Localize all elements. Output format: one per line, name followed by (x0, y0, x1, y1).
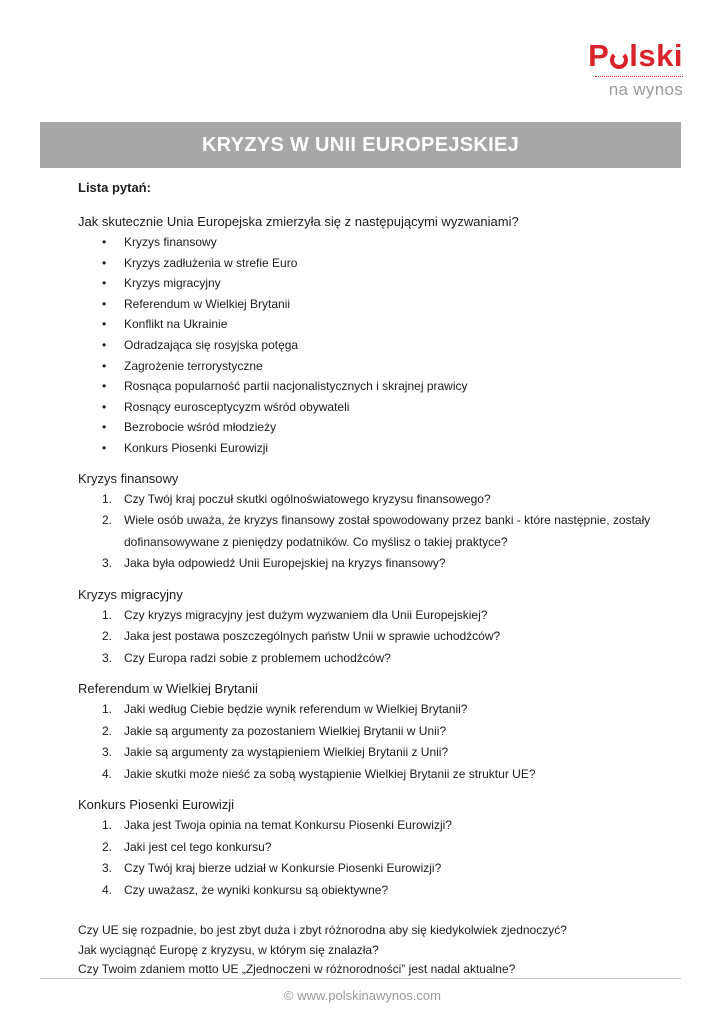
footer-divider (40, 978, 681, 979)
question-list-item (78, 605, 678, 627)
question-text: Wiele osób uważa, że kryzys finansowy został spowodowany przez banki - które następnie, zostały dofinansowywane z pieniędzy podatników. Co myślisz o takiej praktyce? (124, 513, 651, 549)
question-sections (78, 469, 678, 902)
question-text: Jaka jest postawa poszczególnych państw Unii w sprawie uchodźców? (124, 629, 501, 644)
challenge-text: Rosnąca popularność partii nacjonalistycznych i skrajnej prawicy (124, 379, 468, 394)
challenge-text: Odradzająca się rosyjska potęga (124, 337, 299, 352)
bullet-icon: • (102, 317, 107, 332)
question-list-item (78, 510, 678, 553)
challenge-list-item (78, 356, 678, 377)
question-list-label: Lista pytań: (78, 180, 151, 195)
document-body (78, 178, 678, 980)
question-number: 2. (102, 513, 113, 528)
question-text: Jaka była odpowiedź Unii Europejskiej na kryzys finansowy? (124, 556, 446, 571)
question-list-item (78, 880, 678, 902)
question-number: 3. (102, 745, 113, 760)
challenge-text: Kryzys migracyjny (124, 276, 221, 291)
logo-divider (595, 76, 683, 77)
challenge-text: Bezrobocie wśród młodzieży (124, 420, 277, 435)
challenge-text: Zagrożenie terrorystyczne (124, 358, 263, 373)
section-question-list (78, 605, 678, 670)
question-list-item (78, 489, 678, 511)
question-list-item (78, 648, 678, 670)
closing-question: Czy Twoim zdaniem motto UE „Zjednoczeni w różnorodności” jest nadal aktualne? (78, 962, 516, 977)
brand-logo (583, 40, 683, 100)
question-number: 1. (102, 607, 113, 622)
challenge-list-item (78, 438, 678, 459)
page-title-banner: KRYZYS W UNII EUROPEJSKIEJ (40, 122, 681, 168)
section-title: Referendum w Wielkiej Brytanii (78, 681, 258, 697)
challenge-list-item (78, 273, 678, 294)
intro-question: Jak skutecznie Unia Europejska zmierzyła się z następującymi wyzwaniami? (78, 214, 519, 229)
question-number: 1. (102, 491, 113, 506)
bullet-icon: • (102, 255, 107, 270)
section-title: Kryzys migracyjny (78, 586, 183, 602)
challenge-list-item (78, 253, 678, 274)
challenge-text: Konflikt na Ukrainie (124, 317, 228, 332)
closing-question: Jak wyciągnąć Europę z kryzysu, w którym się znalazła? (78, 942, 379, 957)
logo-tagline: na wynos (608, 80, 683, 99)
bullet-icon: • (102, 276, 107, 291)
question-number: 3. (102, 861, 113, 876)
question-list-item (78, 742, 678, 764)
challenge-text: Referendum w Wielkiej Brytanii (124, 296, 291, 311)
section-question-list (78, 489, 678, 575)
bullet-icon: • (102, 358, 107, 373)
bullet-icon: • (102, 235, 107, 249)
question-list-item (78, 721, 678, 743)
bullet-icon: • (102, 379, 107, 394)
question-list-item (78, 815, 678, 837)
bullet-icon: • (102, 399, 107, 414)
bullet-icon: • (102, 296, 107, 311)
question-text: Czy Twój kraj bierze udział w Konkursie Piosenki Eurowizji? (124, 861, 442, 876)
section-title: Kryzys finansowy (78, 470, 179, 486)
challenge-list-item (78, 376, 678, 397)
question-list-item (78, 699, 678, 721)
challenge-text: Kryzys zadłużenia w strefie Euro (124, 255, 298, 270)
challenge-text: Kryzys finansowy (124, 235, 217, 249)
section-question-list (78, 815, 678, 901)
logo-o-icon (610, 51, 628, 69)
challenge-text: Konkurs Piosenki Eurowizji (124, 440, 269, 455)
question-number: 1. (102, 818, 113, 833)
bullet-icon: • (102, 337, 107, 352)
question-text: Czy Europa radzi sobie z problemem uchodźców? (124, 650, 391, 665)
challenge-list-item (78, 294, 678, 315)
footer-copyright: © www.polskinawynos.com (284, 988, 441, 1003)
challenge-list-item (78, 314, 678, 335)
question-list-item (78, 764, 678, 786)
question-number: 2. (102, 723, 113, 738)
challenge-list-item (78, 232, 678, 253)
bullet-icon: • (102, 420, 107, 435)
question-text: Jaki według Ciebie będzie wynik referendum w Wielkiej Brytanii? (124, 702, 468, 717)
question-number: 1. (102, 702, 113, 717)
challenge-list-item (78, 397, 678, 418)
question-number: 2. (102, 839, 113, 854)
section-title: Konkurs Piosenki Eurowizji (78, 797, 235, 813)
question-list-item (78, 553, 678, 575)
question-text: Jakie są argumenty za pozostaniem Wielkiej Brytanii w Unii? (124, 723, 447, 738)
question-number: 4. (102, 766, 113, 781)
question-number: 4. (102, 882, 113, 897)
logo-brand-name: P lski (588, 38, 683, 73)
question-text: Jaki jest cel tego konkursu? (124, 839, 272, 854)
question-number: 3. (102, 650, 113, 665)
question-text: Jakie są argumenty za wystąpieniem Wielkiej Brytanii z Unii? (124, 745, 449, 760)
challenge-list-item (78, 417, 678, 438)
question-list-item (78, 837, 678, 859)
question-list-item (78, 858, 678, 880)
challenge-list-item (78, 335, 678, 356)
closing-question: Czy UE się rozpadnie, bo jest zbyt duża i zbyt różnorodna aby się kiedykolwiek zjednoczyć? (78, 923, 567, 938)
question-list-item (78, 626, 678, 648)
bullet-icon: • (102, 440, 107, 455)
closing-questions (78, 921, 678, 980)
question-text: Czy uważasz, że wyniki konkursu są obiektywne? (124, 882, 389, 897)
question-text: Czy Twój kraj poczuł skutki ogólnoświatowego kryzysu finansowego? (124, 491, 491, 506)
question-text: Czy kryzys migracyjny jest dużym wyzwaniem dla Unii Europejskiej? (124, 607, 488, 622)
question-number: 2. (102, 629, 113, 644)
challenges-list (78, 232, 678, 459)
section-question-list (78, 699, 678, 785)
question-text: Jaka jest Twoja opinia na temat Konkursu Piosenki Eurowizji? (124, 818, 452, 833)
question-text: Jakie skutki może nieść za sobą wystąpienie Wielkiej Brytanii ze struktur UE? (124, 766, 536, 781)
question-number: 3. (102, 556, 113, 571)
challenge-text: Rosnący eurosceptycyzm wśród obywateli (124, 399, 350, 414)
